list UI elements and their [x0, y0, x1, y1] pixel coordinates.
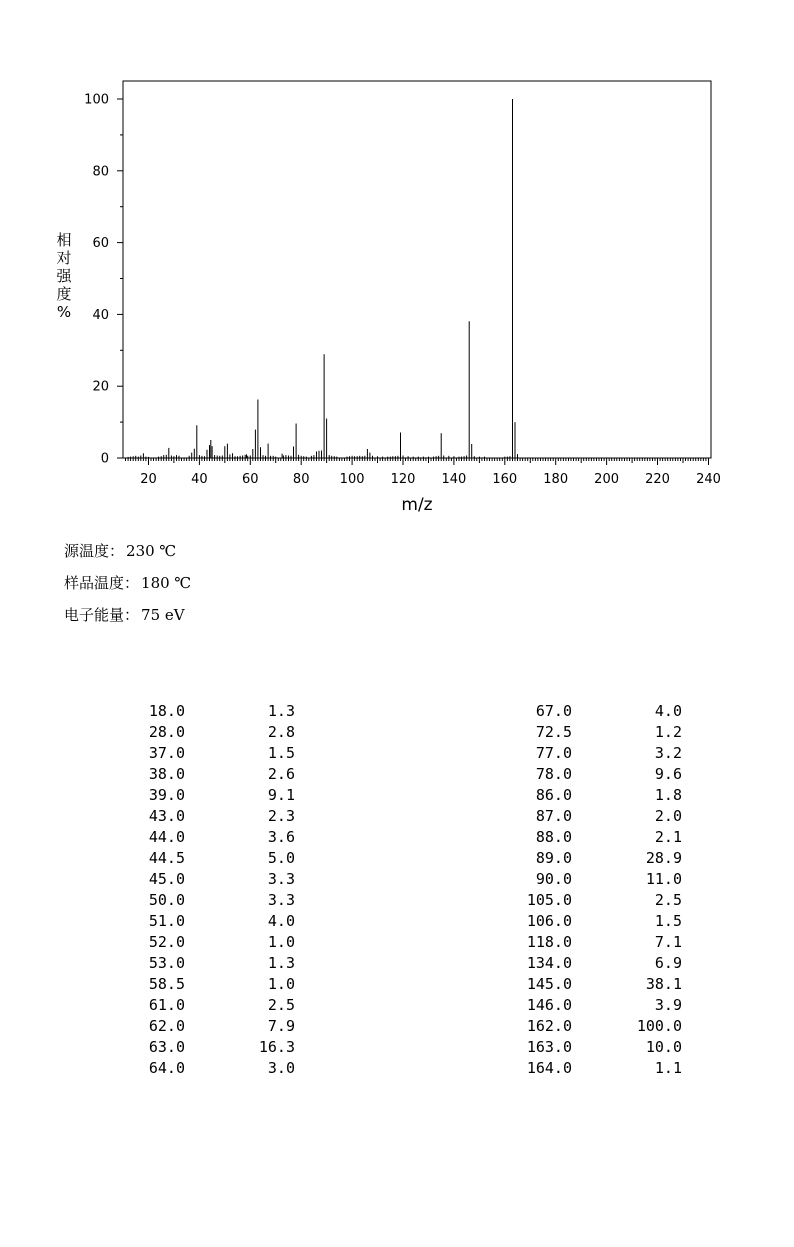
plot-frame	[123, 81, 711, 458]
mz-value: 86.0	[535, 786, 572, 804]
mz-value: 28.0	[148, 723, 185, 741]
intensity-value: 2.6	[267, 765, 295, 783]
mz-value: 72.5	[535, 723, 572, 741]
peak-row	[510, 995, 690, 1016]
intensity-value: 9.6	[654, 765, 682, 783]
peak-row	[510, 1016, 690, 1037]
x-axis	[126, 458, 721, 487]
mz-value: 163.0	[526, 1038, 572, 1056]
condition-label: 源温度	[64, 542, 110, 560]
peak-row	[130, 1016, 300, 1037]
mz-value: 50.0	[148, 891, 185, 909]
mz-value: 87.0	[535, 807, 572, 825]
y-tick-label: 40	[92, 307, 109, 323]
peak-row	[510, 1058, 690, 1079]
electron-energy	[64, 605, 185, 625]
peak-row	[510, 932, 690, 953]
mz-value: 58.5	[148, 975, 185, 993]
y-tick-label: 80	[92, 164, 109, 180]
source-temperature	[64, 541, 176, 561]
mz-value: 64.0	[148, 1059, 185, 1077]
x-tick-label: 200	[594, 472, 620, 487]
intensity-value: 38.1	[645, 975, 682, 993]
mz-value: 106.0	[526, 912, 572, 930]
y-axis	[84, 93, 123, 467]
x-tick-label: 160	[492, 472, 518, 487]
mz-value: 39.0	[148, 786, 185, 804]
mz-value: 146.0	[526, 996, 572, 1014]
x-tick-label: 60	[242, 472, 259, 487]
y-tick-label: 20	[92, 379, 109, 395]
mz-value: 61.0	[148, 996, 185, 1014]
intensity-value: 28.9	[645, 849, 682, 867]
x-axis-label: m/z	[401, 495, 433, 515]
mz-value: 62.0	[148, 1017, 185, 1035]
peak-row	[510, 701, 690, 722]
mz-value: 78.0	[535, 765, 572, 783]
intensity-value: 1.1	[654, 1059, 682, 1077]
condition-value: 75 eV	[141, 606, 185, 624]
mz-value: 53.0	[148, 954, 185, 972]
mz-value: 52.0	[148, 933, 185, 951]
peak-row	[510, 764, 690, 785]
x-tick-label: 20	[140, 472, 157, 487]
peak-row	[130, 806, 300, 827]
mz-value: 134.0	[526, 954, 572, 972]
intensity-value: 100.0	[636, 1017, 682, 1035]
intensity-value: 2.3	[267, 807, 295, 825]
y-tick-label: 60	[92, 236, 109, 252]
peak-row	[510, 911, 690, 932]
peak-row	[510, 890, 690, 911]
mass-spectrum-chart	[0, 0, 794, 530]
peak-row	[130, 1037, 300, 1058]
intensity-value: 1.3	[267, 702, 295, 720]
intensity-value: 6.9	[654, 954, 682, 972]
condition-value: 180 ℃	[141, 574, 192, 592]
peak-table-left	[130, 701, 300, 1079]
peak-row	[510, 722, 690, 743]
intensity-value: 3.3	[267, 870, 295, 888]
peak-row	[130, 995, 300, 1016]
peak-table-right	[510, 701, 690, 1079]
peak-row	[510, 974, 690, 995]
intensity-value: 7.9	[267, 1017, 295, 1035]
mz-value: 44.0	[148, 828, 185, 846]
x-tick-label: 140	[441, 472, 467, 487]
peak-row	[510, 743, 690, 764]
y-tick-label: 0	[100, 451, 109, 467]
peak-row	[130, 764, 300, 785]
mz-value: 51.0	[148, 912, 185, 930]
mz-value: 67.0	[535, 702, 572, 720]
condition-separator: ：	[124, 606, 140, 624]
mz-value: 90.0	[535, 870, 572, 888]
x-tick-label: 40	[191, 472, 208, 487]
peak-row	[130, 890, 300, 911]
intensity-value: 1.5	[267, 744, 295, 762]
intensity-value: 1.2	[654, 723, 682, 741]
mz-value: 88.0	[535, 828, 572, 846]
x-tick-label: 240	[696, 472, 721, 487]
x-tick-label: 80	[292, 472, 310, 487]
peak-row	[510, 848, 690, 869]
intensity-value: 1.8	[654, 786, 682, 804]
mz-value: 145.0	[526, 975, 572, 993]
mz-value: 118.0	[526, 933, 572, 951]
peak-row	[510, 785, 690, 806]
intensity-value: 11.0	[645, 870, 682, 888]
peak-row	[130, 869, 300, 890]
mz-value: 164.0	[526, 1059, 572, 1077]
mz-value: 38.0	[148, 765, 185, 783]
mz-value: 37.0	[148, 744, 185, 762]
peak-row	[130, 785, 300, 806]
peak-row	[510, 953, 690, 974]
intensity-value: 3.9	[654, 996, 682, 1014]
intensity-value: 4.0	[267, 912, 295, 930]
condition-label: 样品温度	[64, 574, 125, 592]
peak-row	[130, 932, 300, 953]
x-tick-label: 100	[339, 472, 365, 487]
mz-value: 89.0	[535, 849, 572, 867]
condition-value: 230 ℃	[126, 542, 177, 560]
peak-row	[510, 869, 690, 890]
mz-value: 44.5	[148, 849, 185, 867]
intensity-value: 7.1	[654, 933, 682, 951]
intensity-value: 1.0	[267, 975, 295, 993]
mz-value: 105.0	[526, 891, 572, 909]
x-tick-label: 220	[645, 472, 670, 487]
peak-row	[510, 1037, 690, 1058]
intensity-value: 9.1	[267, 786, 295, 804]
spectrum-peaks	[128, 99, 517, 458]
peak-row	[130, 827, 300, 848]
intensity-value: 2.1	[654, 828, 682, 846]
mz-value: 77.0	[535, 744, 572, 762]
intensity-value: 2.5	[654, 891, 682, 909]
intensity-value: 2.8	[267, 723, 295, 741]
intensity-value: 3.2	[654, 744, 682, 762]
intensity-value: 1.0	[267, 933, 295, 951]
intensity-value: 3.3	[267, 891, 295, 909]
mz-value: 162.0	[526, 1017, 572, 1035]
peak-row	[510, 827, 690, 848]
x-tick-label: 120	[390, 472, 416, 487]
mz-value: 63.0	[148, 1038, 185, 1056]
intensity-value: 2.5	[267, 996, 295, 1014]
intensity-value: 1.3	[267, 954, 295, 972]
intensity-value: 2.0	[654, 807, 682, 825]
sample-temperature	[64, 573, 191, 593]
condition-separator: ：	[124, 574, 140, 592]
peak-row	[130, 701, 300, 722]
intensity-value: 10.0	[645, 1038, 682, 1056]
y-axis-label: 相对强度%	[56, 231, 72, 321]
peak-row	[130, 722, 300, 743]
intensity-value: 5.0	[267, 849, 295, 867]
mz-value: 18.0	[148, 702, 185, 720]
mz-value: 43.0	[148, 807, 185, 825]
intensity-value: 4.0	[654, 702, 682, 720]
intensity-value: 16.3	[258, 1038, 295, 1056]
peak-row	[130, 974, 300, 995]
peak-row	[130, 953, 300, 974]
peak-row	[130, 911, 300, 932]
condition-label: 电子能量	[64, 606, 125, 624]
peak-row	[130, 1058, 300, 1079]
peak-row	[130, 848, 300, 869]
x-tick-label: 180	[543, 472, 569, 487]
peak-row	[130, 743, 300, 764]
mz-value: 45.0	[148, 870, 185, 888]
condition-separator: ：	[109, 542, 125, 560]
y-tick-label: 100	[84, 92, 109, 108]
intensity-value: 3.6	[267, 828, 295, 846]
intensity-value: 3.0	[267, 1059, 295, 1077]
peak-row	[510, 806, 690, 827]
intensity-value: 1.5	[654, 912, 682, 930]
